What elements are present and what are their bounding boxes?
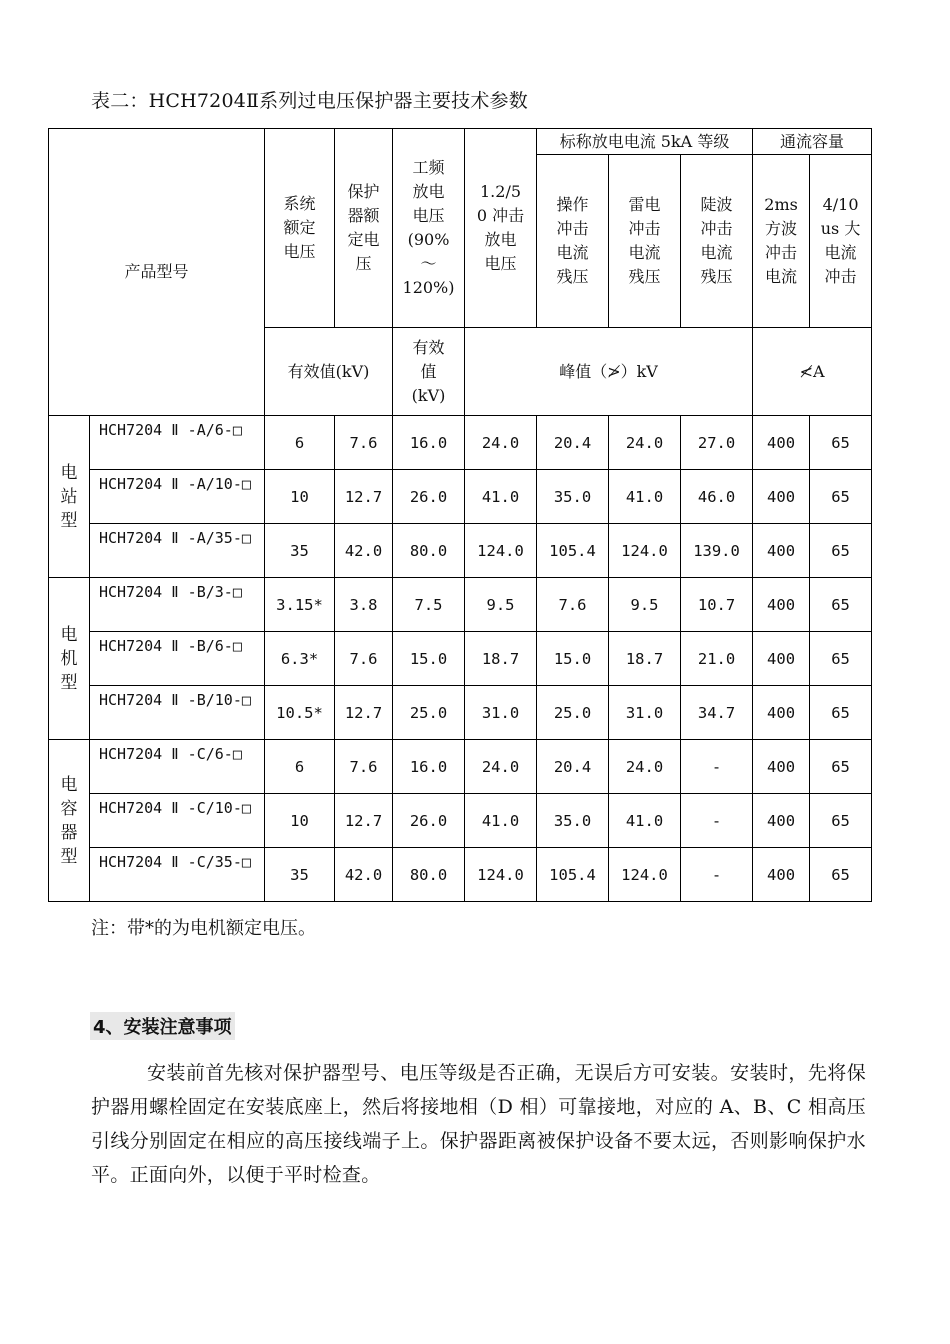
header-line: 冲击 [556, 219, 589, 238]
impulse-cell: 41.0 [465, 794, 537, 848]
power-freq-cell: 7.5 [393, 578, 465, 632]
lightning-cell: 41.0 [609, 794, 681, 848]
unit-rms-2 [393, 328, 465, 416]
lightning-cell: 124.0 [609, 524, 681, 578]
header-line: 1.2/5 [480, 182, 522, 201]
power-freq-cell: 16.0 [393, 740, 465, 794]
header-square-wave [753, 155, 810, 328]
square-wave-cell: 400 [753, 686, 810, 740]
system-voltage-cell: 3.15* [265, 578, 335, 632]
steep-cell: 46.0 [681, 470, 753, 524]
switching-cell: 20.4 [537, 740, 609, 794]
system-voltage-cell: 35 [265, 524, 335, 578]
header-product-model: 产品型号 [49, 129, 265, 416]
header-line: 电流 [765, 267, 798, 286]
header-line: 电压 [412, 206, 445, 225]
header-steep-residual [681, 155, 753, 328]
system-voltage-cell: 6 [265, 740, 335, 794]
high-current-cell: 65 [810, 470, 872, 524]
power-freq-cell: 26.0 [393, 794, 465, 848]
protector-voltage-cell: 12.7 [335, 794, 393, 848]
table-row [49, 848, 872, 902]
header-line: 冲击 [765, 243, 798, 262]
header-line: 保护 [347, 182, 380, 201]
header-line: 额定 [283, 218, 316, 237]
header-line: 电压 [484, 254, 517, 273]
impulse-cell: 18.7 [465, 632, 537, 686]
model-cell: HCH7204 Ⅱ -B/3-□ [90, 578, 265, 632]
header-lightning-residual [609, 155, 681, 328]
header-line: 方波 [765, 219, 798, 238]
header-line: (90% [407, 230, 450, 249]
switching-cell: 15.0 [537, 632, 609, 686]
header-line: 器额 [347, 206, 380, 225]
header-line: 冲击 [824, 267, 857, 286]
table-row [49, 794, 872, 848]
steep-cell: 10.7 [681, 578, 753, 632]
table-row [49, 578, 872, 632]
square-wave-cell: 400 [753, 632, 810, 686]
lightning-cell: 124.0 [609, 848, 681, 902]
header-group-capacity: 通流容量 [753, 129, 872, 155]
power-freq-cell: 26.0 [393, 470, 465, 524]
high-current-cell: 65 [810, 686, 872, 740]
paragraph-text: 安装前首先核对保护器型号、电压等级是否正确，无误后方可安装。安装时，先将保护器用螺栓固定在安装底座上，然后将接地相（D 相）可靠接地，对应的 A、B、C 相高压引线分别固定在相应的高压接线端子上。保护器距离被保护设备不要太远，否则影响保护水平。正面向外，以便于平时检查。 [91, 1062, 866, 1186]
header-line: 2ms [764, 195, 798, 214]
header-line: 电压 [283, 242, 316, 261]
header-line: 压 [355, 254, 372, 273]
header-line: 电流 [628, 243, 661, 262]
switching-cell: 20.4 [537, 416, 609, 470]
lightning-cell: 18.7 [609, 632, 681, 686]
switching-cell: 7.6 [537, 578, 609, 632]
switching-cell: 105.4 [537, 848, 609, 902]
square-wave-cell: 400 [753, 524, 810, 578]
steep-cell: 27.0 [681, 416, 753, 470]
section-title: 4、安装注意事项 [90, 1012, 235, 1040]
unit-peak: 峰值（≯）kV [465, 328, 753, 416]
header-system-rated-voltage [265, 129, 335, 328]
header-high-current [810, 155, 872, 328]
square-wave-cell: 400 [753, 794, 810, 848]
high-current-cell: 65 [810, 524, 872, 578]
protector-voltage-cell: 7.6 [335, 740, 393, 794]
system-voltage-cell: 10 [265, 470, 335, 524]
header-line: 系统 [283, 194, 316, 213]
square-wave-cell: 400 [753, 578, 810, 632]
model-cell: HCH7204 Ⅱ -A/35-□ [90, 524, 265, 578]
group-label: 电 站 型 [49, 416, 90, 578]
header-power-freq-discharge [393, 129, 465, 328]
protector-voltage-cell: 12.7 [335, 470, 393, 524]
model-cell: HCH7204 Ⅱ -A/10-□ [90, 470, 265, 524]
protector-voltage-cell: 42.0 [335, 848, 393, 902]
protector-voltage-cell: 7.6 [335, 416, 393, 470]
switching-cell: 25.0 [537, 686, 609, 740]
square-wave-cell: 400 [753, 470, 810, 524]
system-voltage-cell: 10.5* [265, 686, 335, 740]
lightning-cell: 41.0 [609, 470, 681, 524]
impulse-cell: 24.0 [465, 740, 537, 794]
impulse-cell: 124.0 [465, 524, 537, 578]
square-wave-cell: 400 [753, 848, 810, 902]
high-current-cell: 65 [810, 632, 872, 686]
table-row [49, 686, 872, 740]
header-line: 残压 [556, 267, 589, 286]
header-line: 放电 [412, 182, 445, 201]
lightning-cell: 9.5 [609, 578, 681, 632]
steep-cell: - [681, 740, 753, 794]
header-line: 工频 [412, 158, 445, 177]
high-current-cell: 65 [810, 794, 872, 848]
steep-cell: 21.0 [681, 632, 753, 686]
unit-rms: 有效值(kV) [265, 328, 393, 416]
lightning-cell: 24.0 [609, 416, 681, 470]
system-voltage-cell: 6.3* [265, 632, 335, 686]
model-cell: HCH7204 Ⅱ -B/10-□ [90, 686, 265, 740]
lightning-cell: 24.0 [609, 740, 681, 794]
system-voltage-cell: 6 [265, 416, 335, 470]
steep-cell: - [681, 848, 753, 902]
header-line: 电流 [824, 243, 857, 262]
impulse-cell: 31.0 [465, 686, 537, 740]
header-line: 残压 [700, 267, 733, 286]
switching-cell: 35.0 [537, 470, 609, 524]
square-wave-cell: 400 [753, 740, 810, 794]
table-row [49, 632, 872, 686]
model-cell: HCH7204 Ⅱ -C/6-□ [90, 740, 265, 794]
header-line: 冲击 [700, 219, 733, 238]
model-cell: HCH7204 Ⅱ -C/10-□ [90, 794, 265, 848]
table-caption: 表二：HCH7204Ⅱ系列过电压保护器主要技术参数 [91, 90, 528, 112]
header-line: ～ [420, 254, 437, 273]
table-row [49, 470, 872, 524]
model-cell: HCH7204 Ⅱ -B/6-□ [90, 632, 265, 686]
high-current-cell: 65 [810, 740, 872, 794]
protector-voltage-cell: 12.7 [335, 686, 393, 740]
system-voltage-cell: 10 [265, 794, 335, 848]
high-current-cell: 65 [810, 416, 872, 470]
group-label: 电 机 型 [49, 578, 90, 740]
group-label: 电 容 器 型 [49, 740, 90, 902]
power-freq-cell: 80.0 [393, 848, 465, 902]
impulse-cell: 41.0 [465, 470, 537, 524]
header-line: 冲击 [628, 219, 661, 238]
steep-cell: 34.7 [681, 686, 753, 740]
square-wave-cell: 400 [753, 416, 810, 470]
protector-voltage-cell: 7.6 [335, 632, 393, 686]
header-line: (kV) [411, 385, 446, 405]
paragraph-indent [91, 1062, 147, 1084]
system-voltage-cell: 35 [265, 848, 335, 902]
power-freq-cell: 16.0 [393, 416, 465, 470]
power-freq-cell: 80.0 [393, 524, 465, 578]
high-current-cell: 65 [810, 578, 872, 632]
header-line: us 大 [820, 219, 861, 238]
header-line: 电流 [700, 243, 733, 262]
table-note: 注：带*的为电机额定电压。 [91, 918, 316, 939]
header-protector-rated-voltage [335, 129, 393, 328]
table-row [49, 740, 872, 794]
header-line: 定电 [347, 230, 380, 249]
unit-amp: ≮A [753, 328, 872, 416]
header-impulse-discharge [465, 129, 537, 328]
header-group-nominal: 标称放电电流 5kA 等级 [537, 129, 753, 155]
header-line: 值 [420, 361, 437, 381]
header-line: 残压 [628, 267, 661, 286]
header-switching-residual [537, 155, 609, 328]
high-current-cell: 65 [810, 848, 872, 902]
install-paragraph [91, 1056, 866, 1192]
impulse-cell: 124.0 [465, 848, 537, 902]
lightning-cell: 31.0 [609, 686, 681, 740]
model-cell: HCH7204 Ⅱ -C/35-□ [90, 848, 265, 902]
header-line: 放电 [484, 230, 517, 249]
power-freq-cell: 25.0 [393, 686, 465, 740]
steep-cell: - [681, 794, 753, 848]
steep-cell: 139.0 [681, 524, 753, 578]
header-line: 0 冲击 [476, 206, 525, 225]
header-line: 电流 [556, 243, 589, 262]
impulse-cell: 9.5 [465, 578, 537, 632]
header-line: 雷电 [628, 195, 661, 214]
header-line: 操作 [556, 195, 589, 214]
header-line: 120%) [402, 278, 455, 297]
table-row [49, 416, 872, 470]
protector-voltage-cell: 42.0 [335, 524, 393, 578]
model-cell: HCH7204 Ⅱ -A/6-□ [90, 416, 265, 470]
power-freq-cell: 15.0 [393, 632, 465, 686]
switching-cell: 105.4 [537, 524, 609, 578]
protector-voltage-cell: 3.8 [335, 578, 393, 632]
spec-table [48, 128, 872, 902]
table-row [49, 524, 872, 578]
header-line: 4/10 [822, 195, 859, 214]
header-line: 有效 [412, 337, 445, 357]
impulse-cell: 24.0 [465, 416, 537, 470]
header-line: 陡波 [700, 195, 733, 214]
switching-cell: 35.0 [537, 794, 609, 848]
